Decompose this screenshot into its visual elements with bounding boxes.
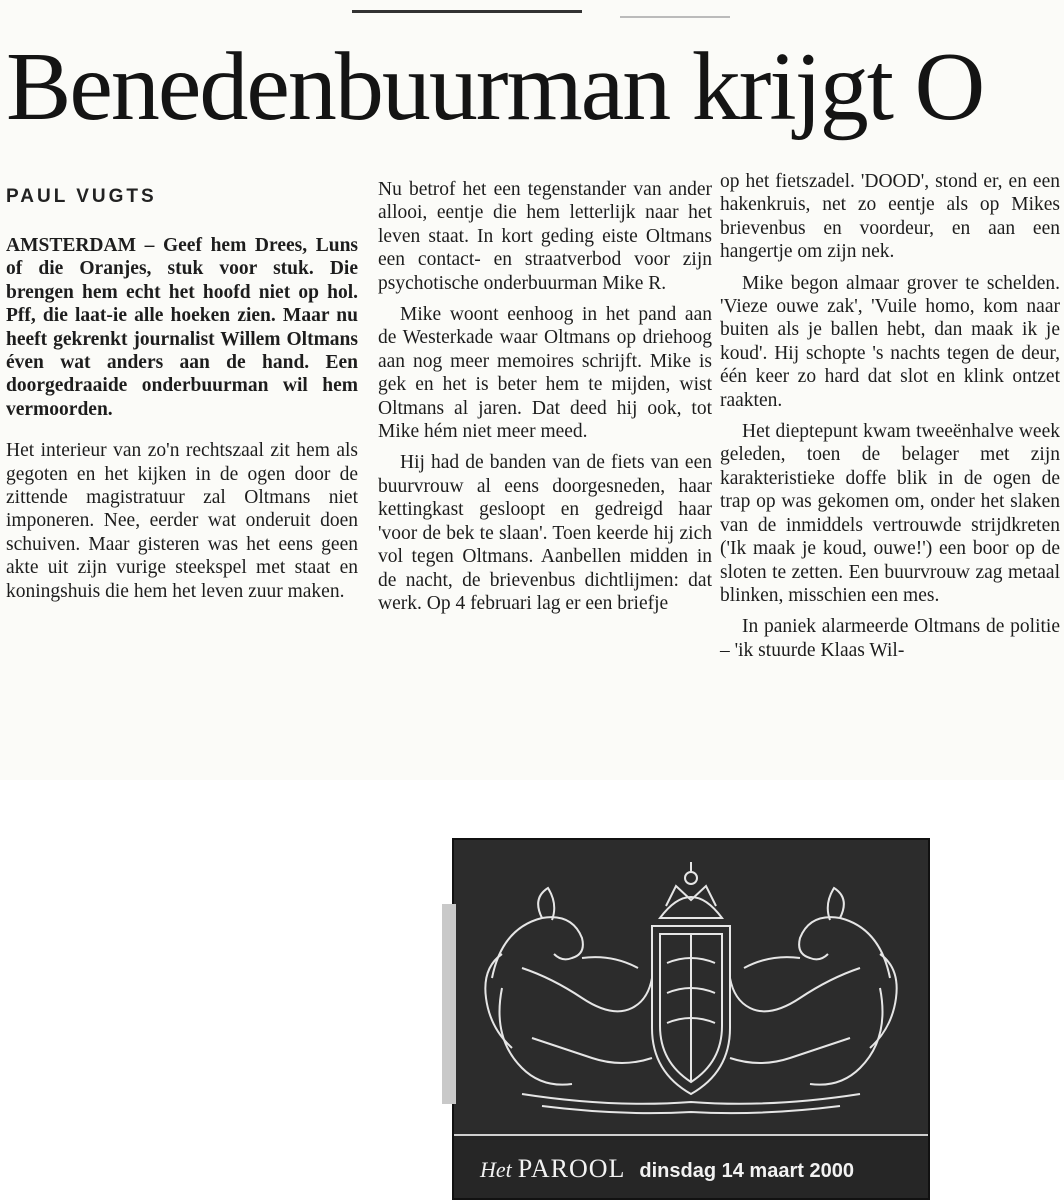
body-paragraph: Nu betrof het een tegenstander van ander allooi, eentje die hem letterlijk naar het leven staat. In kort geding eiste Oltmans een contact- en straatverbod voor zijn psychotische onderbuurman Mike R. xyxy=(378,179,712,294)
lead-paragraph: AMSTERDAM – Geef hem Drees, Luns of die Oranjes, stuk voor stuk. Die brengen hem echt het hoofd niet op hol. Pff, die laat-ie alle hoeken zien. Maar nu heeft gekrenkt journalist Willem Oltmans éven wat anders aan de hand. Een doorgedraaide onderbuurman wil hem vermoorden. xyxy=(6,235,358,420)
paper-name-het: Het xyxy=(480,1157,512,1182)
coat-of-arms-icon xyxy=(462,858,920,1120)
body-paragraph: op het fietszadel. 'DOOD', stond er, en een hakenkruis, net zo eentje als op Mikes brievenbus en voordeur, en aan een hangertje om zijn nek. xyxy=(720,171,1060,263)
top-rule xyxy=(352,10,582,13)
body-paragraph: Mike begon almaar grover te schelden. 'Vieze ouwe zak', 'Vuile homo, kom naar buiten als je ballen hebt, dan maak ik je koud'. Hij schopte 's nachts tegen de deur, één keer zo hard dat slot en klink ontzet raakten. xyxy=(720,272,1060,411)
body-paragraph: Het dieptepunt kwam tweeënhalve week geleden, toen de belager met zijn karakteristieke doffe blik in de ogen de trap op was gekomen om, onder het slaken van de inmiddels vertrouwde strijdkreten ('Ik maak je koud, ouwe!') een boor op de sloten te zetten. Een buurvrouw zag metaal blinken, misschien een mes. xyxy=(720,421,1060,606)
masthead-footer xyxy=(454,1134,928,1198)
article-column-1 xyxy=(6,234,358,603)
article-column-2 xyxy=(378,178,712,615)
scan-shadow xyxy=(442,904,456,1104)
newspaper-masthead xyxy=(452,838,930,1200)
paper-name-parool: PAROOL xyxy=(517,1154,626,1183)
body-paragraph: Het interieur van zo'n rechtszaal zit hem als gegoten en het kijken in de ogen door de zittende magistratuur zal Oltmans niet imponeren. Nee, eerder wat onderuit doen schuiven. Maar gisteren was het eens geen akte uit zijn vurige steekspel met staat en koningshuis die hem het leven zuur maken. xyxy=(6,440,358,602)
byline: PAUL VUGTS xyxy=(6,186,157,207)
paper-title-line xyxy=(480,1154,854,1184)
headline: Benedenbuurman krijgt O xyxy=(6,33,984,141)
issue-date: dinsdag 14 maart 2000 xyxy=(639,1160,854,1182)
top-rule-faint xyxy=(620,16,730,18)
body-paragraph: Mike woont eenhoog in het pand aan de Westerkade waar Oltmans op driehoog aan nog meer memoires schrijft. Mike is gek en het is beter hem te mijden, wist Oltmans al jaren. Dat deed hij ook, tot Mike hém niet meer meed. xyxy=(378,304,712,443)
body-paragraph: In paniek alarmeerde Oltmans de politie – 'ik stuurde Klaas Wil- xyxy=(720,616,1060,661)
article-column-3 xyxy=(720,170,1060,662)
body-paragraph: Hij had de banden van de fiets van een buurvrouw al eens doorgesneden, haar kettingkast gesloopt en gedreigd haar 'voor de bek te slaan'. Toen keerde hij zich vol tegen Oltmans. Aanbellen midden in de nacht, de brievenbus dichtlijmen: dat werk. Op 4 februari lag er een briefje xyxy=(378,452,712,614)
